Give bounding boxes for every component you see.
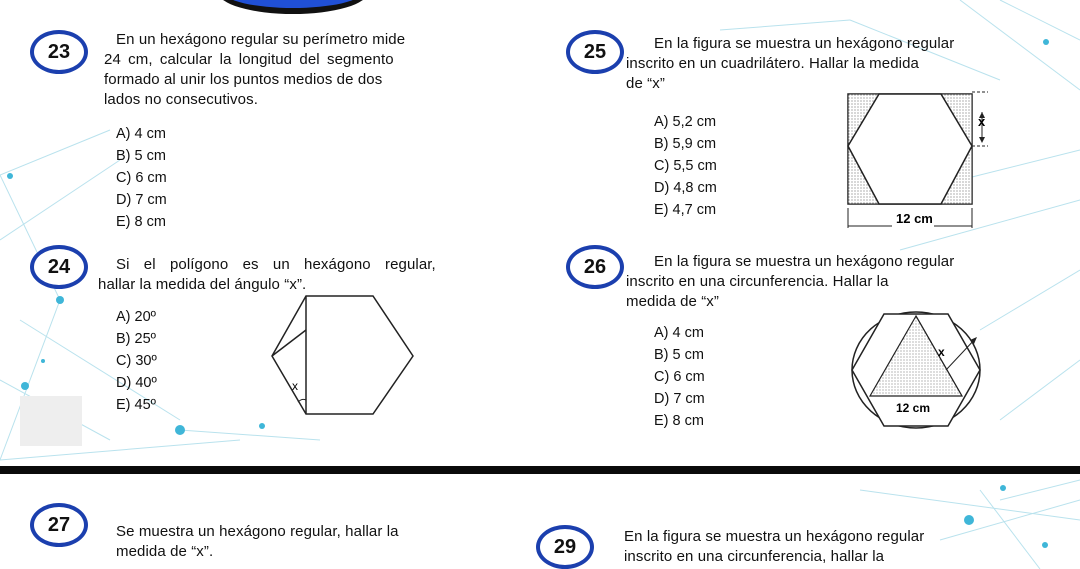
- question-26-options: [654, 322, 705, 432]
- question-27-stem: Se muestra un hexágono regular, hallar la medida de “x”.: [116, 523, 399, 560]
- option[interactable]: E) 8 cm: [654, 413, 704, 429]
- figure-label-base: 12 cm: [896, 401, 931, 415]
- question-number-24: 24: [30, 245, 88, 289]
- question-number-26: 26: [566, 245, 624, 289]
- question-24-options: [116, 306, 157, 416]
- option[interactable]: C) 6 cm: [116, 170, 167, 186]
- option[interactable]: A) 20º: [116, 309, 156, 325]
- option[interactable]: D) 40º: [116, 375, 157, 391]
- figure-label-width: 12 cm: [896, 211, 933, 226]
- option[interactable]: B) 25º: [116, 331, 156, 347]
- question-number-25: 25: [566, 30, 624, 74]
- option[interactable]: D) 7 cm: [116, 192, 167, 208]
- option[interactable]: A) 4 cm: [654, 325, 704, 341]
- option[interactable]: A) 4 cm: [116, 126, 166, 142]
- question-23-stem: En un hexágono regular su perímetro mide 24 cm, calcular la longitud del segmento formado al unir los puntos medios de dos lados no consecutivos.: [104, 31, 406, 108]
- section-divider: [0, 466, 1080, 474]
- question-number-23: 23: [30, 30, 88, 74]
- figure-label-x: x: [292, 379, 298, 393]
- option[interactable]: B) 5 cm: [116, 148, 166, 164]
- question-26-stem: En la figura se muestra un hexágono regular inscrito en una circunferencia. Hallar la medida de “x”: [626, 253, 955, 310]
- option[interactable]: E) 4,7 cm: [654, 202, 717, 218]
- figure-hexagon-in-circle: [846, 308, 996, 434]
- option[interactable]: B) 5,9 cm: [654, 136, 717, 152]
- option[interactable]: E) 45º: [116, 397, 156, 413]
- question-number-27: 27: [30, 503, 88, 547]
- option[interactable]: D) 7 cm: [654, 391, 705, 407]
- question-24-stem: Si el polígono es un hexágono regular, hallar la medida del ángulo “x”.: [98, 256, 436, 293]
- question-25-stem: En la figura se muestra un hexágono regular inscrito en un cuadrilátero. Hallar la medida de “x”: [626, 35, 955, 92]
- option[interactable]: C) 30º: [116, 353, 157, 369]
- figure-hexagon-angle: [268, 292, 448, 420]
- figure-label-x: x: [978, 114, 986, 129]
- option[interactable]: A) 5,2 cm: [654, 114, 717, 130]
- option[interactable]: C) 6 cm: [654, 369, 705, 385]
- option[interactable]: C) 5,5 cm: [654, 158, 717, 174]
- question-25-options: [654, 111, 717, 221]
- option[interactable]: E) 8 cm: [116, 214, 166, 230]
- figure-label-x: x: [938, 345, 945, 359]
- question-23-options: [116, 123, 167, 233]
- option[interactable]: D) 4,8 cm: [654, 180, 717, 196]
- option[interactable]: B) 5 cm: [654, 347, 704, 363]
- question-29-stem: En la figura se muestra un hexágono regular inscrito en una circunferencia, hallar la: [624, 528, 925, 565]
- question-number-29: 29: [536, 525, 594, 569]
- figure-hexagon-in-square: [830, 88, 990, 233]
